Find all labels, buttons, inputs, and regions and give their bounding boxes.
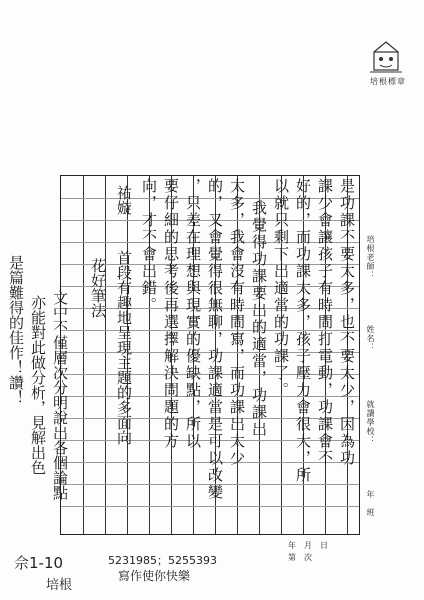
essay-column: 課少會讓孩子有時間打電動，功課會不 xyxy=(316,178,334,467)
essay-column: 要仔細的思考後再選擇解決問題的方 xyxy=(162,178,180,450)
order-label: 第 次 xyxy=(288,553,312,562)
essay-column: 的，又會覺得很無聊，功課適當是可以改變 xyxy=(206,178,224,501)
comment-column-3: 是篇難得的佳作！讚！ xyxy=(7,255,25,405)
name-label: 姓名： xyxy=(366,325,375,352)
essay-column: 是功課不要太多，也不要太少，因為功 xyxy=(338,178,356,467)
comment-column-1: 文中不僅層次分明說出各個論點 xyxy=(51,290,69,500)
comment-mid-text: 首段有趣地呈現主題的多面向 xyxy=(115,250,133,445)
essay-column: 向，才不會出錯。 xyxy=(140,178,158,314)
comment-mid-prefix: 祐嫙 xyxy=(115,185,133,215)
signer: 培根 xyxy=(46,578,73,593)
essay-column: 以就只剩下出適當的功課了。 xyxy=(272,178,290,399)
score: 佘1-10 xyxy=(14,554,64,572)
teacher-label: 培根老師： xyxy=(366,235,375,280)
essay-column: 太多，我會沒有時間寫，而功課出太少 xyxy=(228,178,246,467)
footer-slogan: 寫作使你快樂 xyxy=(118,569,191,583)
comment-mid-label: 花好筆法 xyxy=(89,258,107,318)
comment-column-2: 亦能對此做分析，見解出色 xyxy=(29,295,47,475)
grade-label: 年 班 xyxy=(366,490,375,517)
essay-column: 我覺得功課要出的適當，功課出 xyxy=(250,200,268,438)
date-label: 年 月 日 xyxy=(288,541,328,550)
school-label: 就讀學校： xyxy=(366,400,375,445)
essay-column: ，只差在理想與現實的優缺點，所以 xyxy=(184,178,202,450)
essay-column: 好的，而功課太多，孩子壓力會很大，所 xyxy=(294,178,312,484)
footer-phone: 5231985；5255393 xyxy=(108,554,217,567)
peigen-stamp xyxy=(360,38,412,86)
stamp-label: 培根標章 xyxy=(370,77,406,86)
